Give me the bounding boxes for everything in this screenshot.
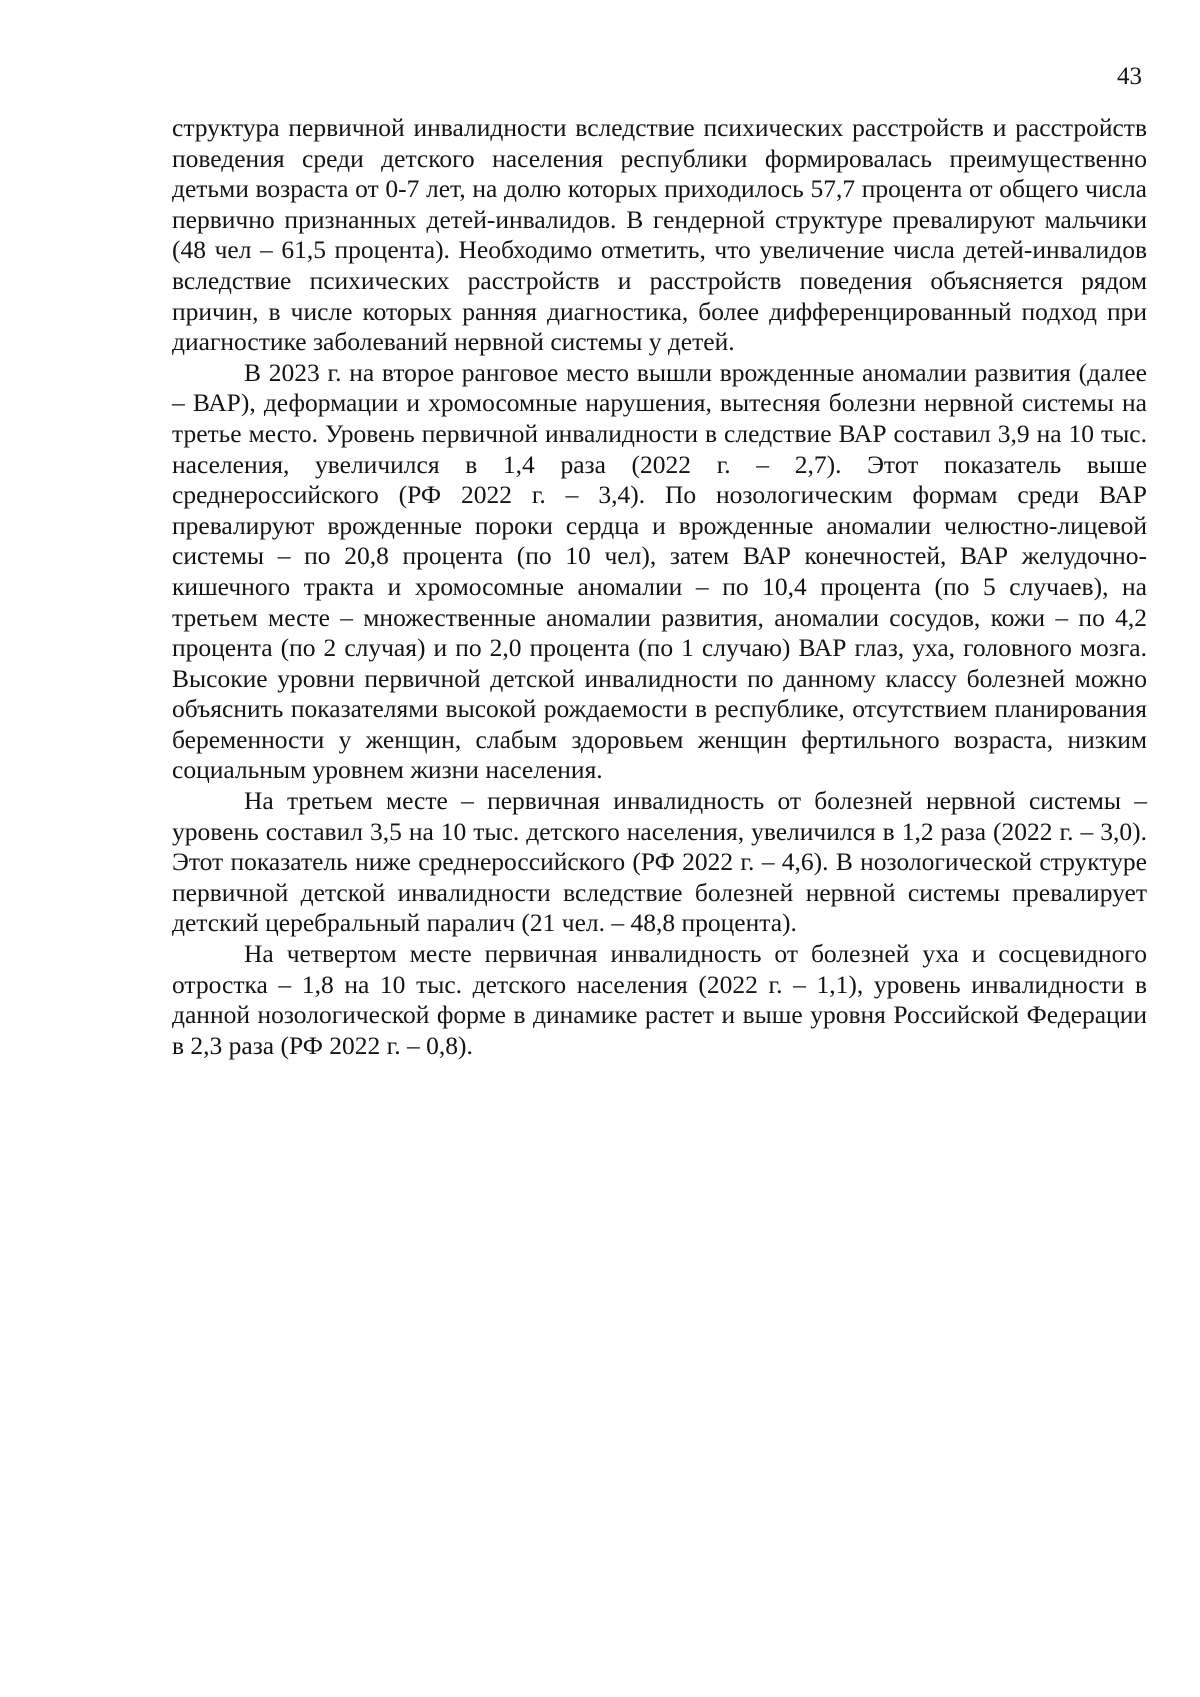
page-number: 43 (1117, 63, 1142, 90)
paragraph-3: На третьем месте – первичная инвалидность от болезней нервной системы – уровень составил 3,5 на 10 тыс. детского населения, увеличился в 1,2 раза (2022 г. – 3,0). Этот показатель ниже среднероссийского (РФ 2022 г. – 4,6). В нозологической структуре первичной детской инвалидности вследствие болезней нервной системы превалирует детский церебральный паралич (21 чел. – 48,8 процента). (172, 786, 1147, 938)
paragraph-1: структура первичной инвалидности вследствие психических расстройств и расстройств поведения среди детского населения республики формировалась преимущественно детьми возраста от 0-7 лет, на долю которых приходилось 57,7 процента от общего числа первично признанных детей-инвалидов. В гендерной структуре превалируют мальчики (48 чел – 61,5 процента). Необходимо отметить, что увеличение числа детей-инвалидов вследствие психических расстройств и расстройств поведения объясняется рядом причин, в числе которых ранняя диагностика, более дифференцированный подход при диагностике заболеваний нервной системы у детей. (172, 113, 1147, 357)
paragraph-4: На четвертом месте первичная инвалидность от болезней уха и сосцевидного отростка – 1,8 на 10 тыс. детского населения (2022 г. – 1,1), уровень инвалидности в данной нозологической форме в динамике растет и выше уровня Российской Федерации в 2,3 раза (РФ 2022 г. – 0,8). (172, 939, 1147, 1060)
document-body (172, 113, 1147, 1061)
paragraph-2: В 2023 г. на второе ранговое место вышли врожденные аномалии развития (далее – ВАР), деформации и хромосомные нарушения, вытесняя болезни нервной системы на третье место. Уровень первичной инвалидности в следствие ВАР составил 3,9 на 10 тыс. населения, увеличился в 1,4 раза (2022 г. – 2,7). Этот показатель выше среднероссийского (РФ 2022 г. – 3,4). По нозологическим формам среди ВАР превалируют врожденные пороки сердца и врожденные аномалии челюстно-лицевой системы – по 20,8 процента (по 10 чел), затем ВАР конечностей, ВАР желудочно-кишечного тракта и хромосомные аномалии – по 10,4 процента (по 5 случаев), на третьем месте – множественные аномалии развития, аномалии сосудов, кожи – по 4,2 процента (по 2 случая) и по 2,0 процента (по 1 случаю) ВАР глаз, уха, головного мозга. Высокие уровни первичной детской инвалидности по данному классу болезней можно объяснить показателями высокой рождаемости в республике, отсутствием планирования беременности у женщин, слабым здоровьем женщин фертильного возраста, низким социальным уровнем жизни населения. (172, 357, 1147, 785)
